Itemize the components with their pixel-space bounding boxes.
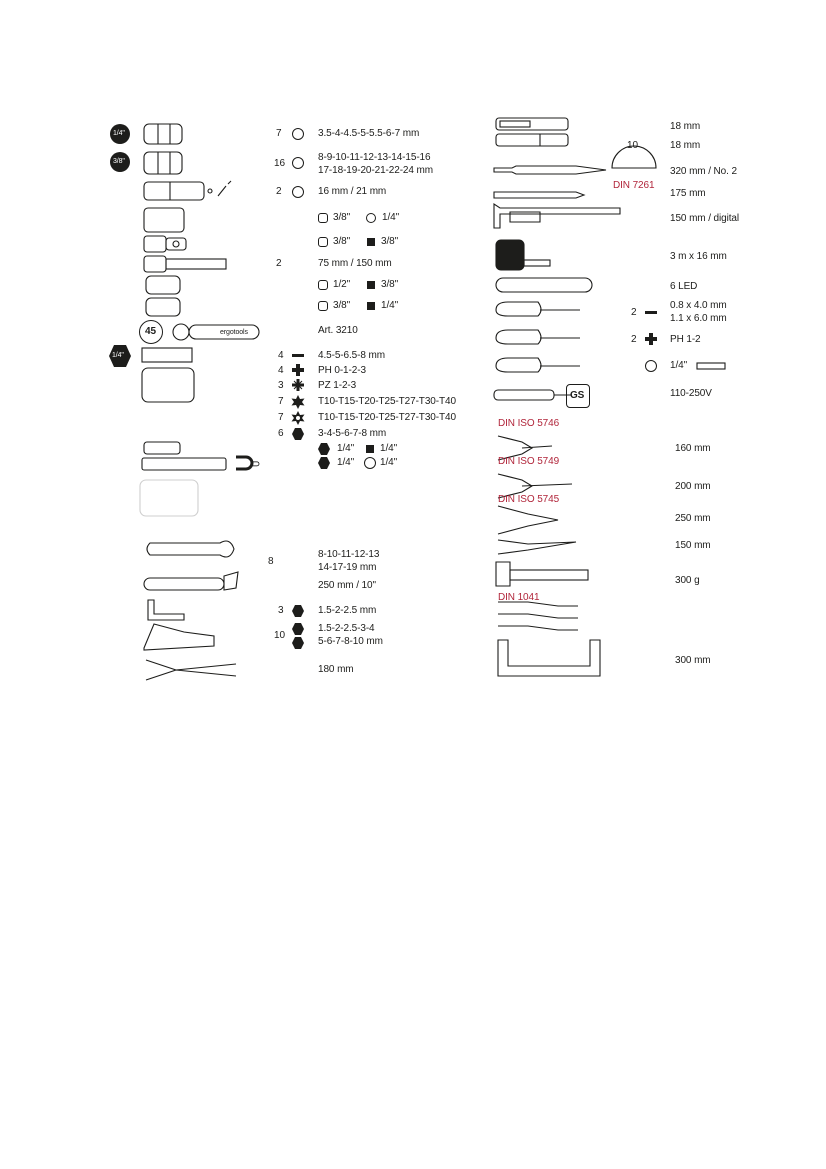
spec-text: 150 mm / digital [670,213,739,224]
slot-icon [645,311,657,314]
norm-label: DIN ISO 5745 [498,494,560,505]
norm-label: DIN 7261 [613,180,655,191]
spec-text: T10-T15-T20-T25-T27-T30-T40 [318,412,456,423]
spec-text: 75 mm / 150 mm [318,258,392,269]
angle-45-label: 45 [145,326,156,337]
spec-text-2: 5-6-7-8-10 mm [318,636,383,647]
spec-text: 18 mm [670,121,701,132]
spec-text: 3 m x 16 mm [670,251,727,262]
spec-text: 4.5-5-6.5-8 mm [318,350,385,361]
qty: 2 [276,186,282,197]
qty: 4 [278,365,284,376]
spec-text: 6 LED [670,281,698,292]
spec-text: 150 mm [675,540,711,551]
qty: 4 [278,350,284,361]
spec-text: 1/4" [670,360,688,371]
badge-quarter-label: 1/4" [113,130,125,137]
drive-a: 3/8" [333,212,351,223]
qty: 3 [278,605,284,616]
circle-outline-icon [645,360,657,372]
spec-text: PH 1-2 [670,334,701,345]
qty: 6 [278,428,284,439]
qty: 2 [631,307,637,318]
qty: 10 [627,140,639,151]
spec-text: 300 g [675,575,700,586]
norm-label: DIN 1041 [498,592,540,603]
spec-text: 200 mm [675,481,711,492]
spec-text: 175 mm [670,188,706,199]
qty: 2 [631,334,637,345]
qty: 7 [278,412,284,423]
norm-label: DIN ISO 5746 [498,418,560,429]
qty: 7 [278,396,284,407]
spec-text: 3.5-4-4.5-5-5.5-6-7 mm [318,128,420,139]
spec-text-2: 14-17-19 mm [318,562,377,573]
drive-b: 1/4" [380,443,398,454]
drive-b: 3/8" [381,236,399,247]
spec-text: 0.8 x 4.0 mm [670,300,727,311]
spec-text: 300 mm [675,655,711,666]
drive-a: 3/8" [333,300,351,311]
svg-text:⊃: ⊃ [252,459,261,470]
qty: 10 [274,630,286,641]
spec-text: 250 mm / 10" [318,580,376,591]
hex-quarter-label: 1/4" [112,352,124,359]
spec-text: 110-250V [670,388,712,399]
qty: 16 [274,158,286,169]
badge-three-eighth-label: 3/8" [113,158,125,165]
spec-text: 1.5-2-2.5-3-4 [318,623,375,634]
spec-text: 250 mm [675,513,711,524]
spec-text: 8-9-10-11-12-13-14-15-16 [318,152,431,163]
spec-text: T10-T15-T20-T25-T27-T30-T40 [318,396,456,407]
spec-text: 18 mm [670,140,701,151]
gs-badge-label: GS [570,390,585,401]
drive-a: 1/2" [333,279,351,290]
phillips-icon [645,333,657,345]
spec-text: PH 0-1-2-3 [318,365,366,376]
drive-b: 1/4" [382,212,400,223]
drive-a: 1/4" [337,443,355,454]
spec-text: 160 mm [675,443,711,454]
spec-text-2: 1.1 x 6.0 mm [670,313,727,324]
article-number: Art. 3210 [318,325,358,336]
spec-text-2: 17-18-19-20-21-22-24 mm [318,165,433,176]
qty: 8 [268,556,274,567]
drive-a: 1/4" [337,457,355,468]
spec-text: 8-10-11-12-13 [318,549,380,560]
spec-text: 320 mm / No. 2 [670,166,737,177]
qty: 3 [278,380,284,391]
drive-b: 1/4" [381,300,399,311]
qty: 7 [276,128,282,139]
drive-b: 3/8" [381,279,399,290]
drive-b: 1/4" [380,457,398,468]
spec-text: PZ 1-2-3 [318,380,357,391]
norm-label: DIN ISO 5749 [498,456,560,467]
qty: 2 [276,258,282,269]
spec-text: 16 mm / 21 mm [318,186,387,197]
ratchet-brand: ergotools [220,329,248,336]
spec-text: 180 mm [318,664,354,675]
spec-text: 1.5-2-2.5 mm [318,605,377,616]
spec-text: 3-4-5-6-7-8 mm [318,428,387,439]
drive-a: 3/8" [333,236,351,247]
